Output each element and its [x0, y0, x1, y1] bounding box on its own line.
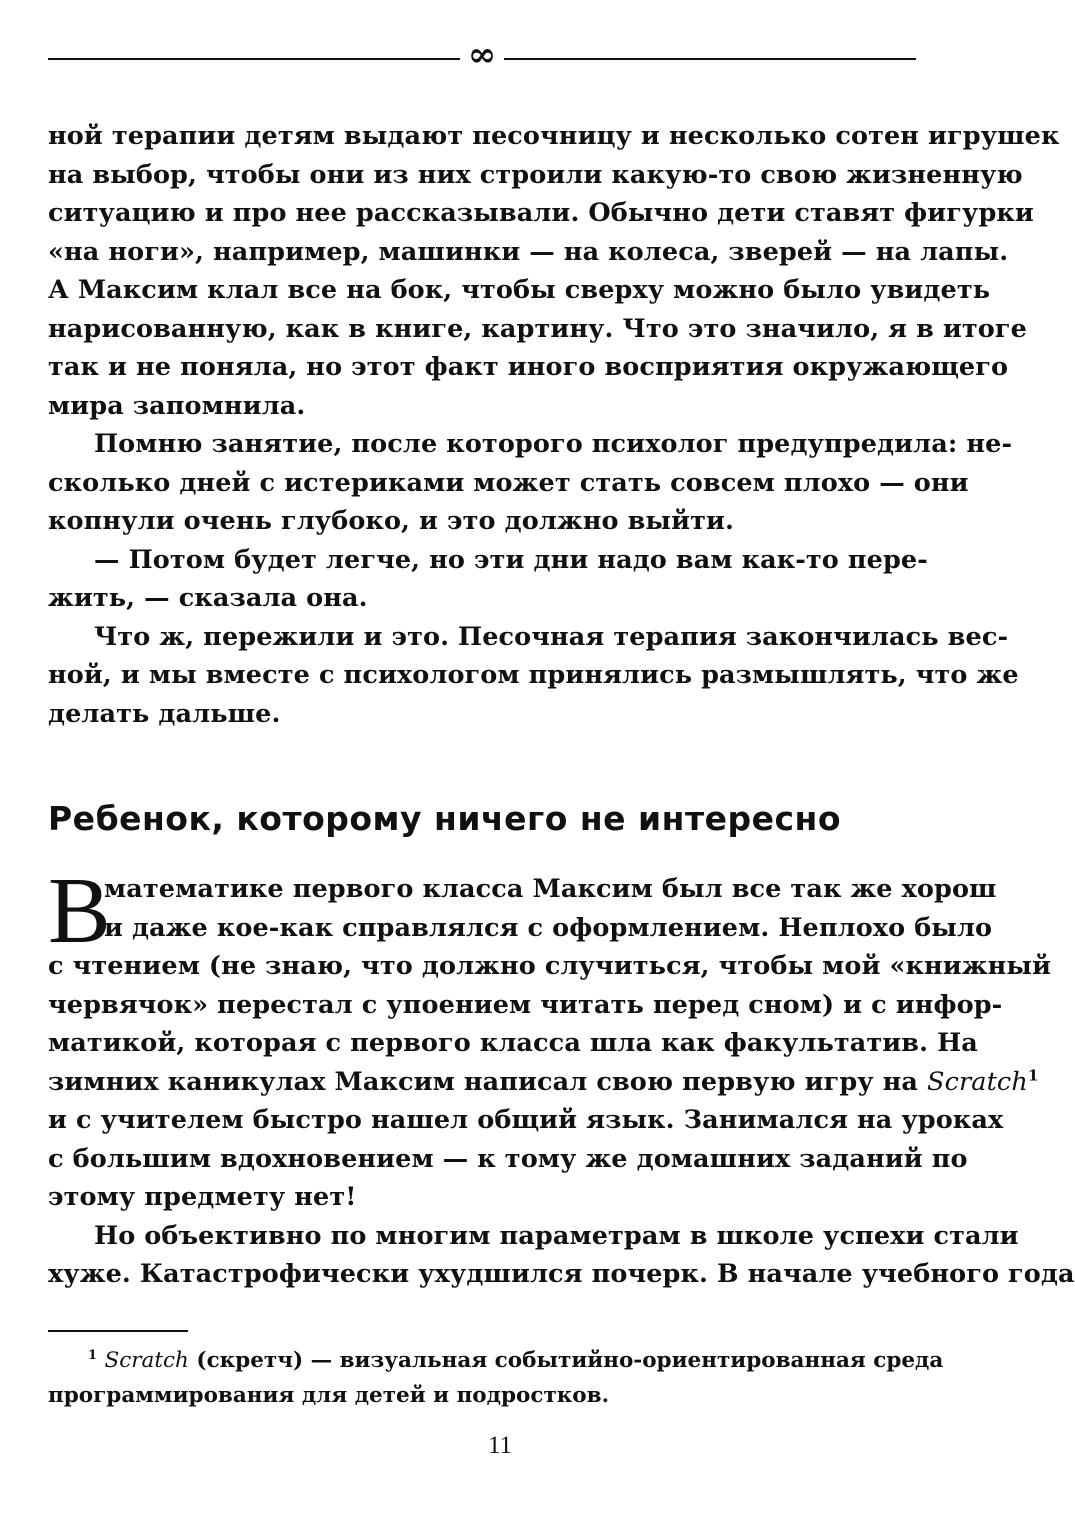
text-line: ситуацию и про нее рассказывали. Обычно дети ставят фигурки: [48, 198, 1034, 228]
text-line: «на ноги», например, машинки — на колеса, зверей — на лапы.: [48, 236, 1009, 267]
text-line: жить, — сказала она.: [48, 583, 368, 613]
text-line: на выбор, чтобы они из них строили какую-то свою жизненную: [48, 159, 1023, 190]
dropcap-paragraph: [48, 859, 997, 963]
text-line: ной терапии детям выдают песочницу и несколько сотен игрушек: [48, 121, 1060, 151]
text-line: копнули очень глубоко, и это должно выйти.: [48, 506, 734, 536]
text-line: и даже кое-как справлялся с оформлением. Неплохо было: [104, 912, 993, 943]
drop-cap: В: [48, 859, 111, 963]
text-line: — Потом будет легче, но эти дни надо вам как-то пере-: [94, 544, 928, 575]
text-line: делать дальше.: [48, 698, 281, 729]
text-line: математике первого класса Максим был все так же хорош: [104, 874, 997, 904]
page-number: 11: [487, 1432, 513, 1459]
text-line: А Максим клал все на бок, чтобы сверху можно было увидеть: [48, 275, 991, 305]
infinity-ornament-icon: ∞: [467, 35, 497, 75]
footnote-text: (скретч) — визуальная событийно-ориентированная среда: [196, 1348, 944, 1373]
footnote-ref[interactable]: 1: [1027, 1066, 1039, 1084]
footnote-line: программирования для детей и подростков.: [48, 1383, 610, 1408]
text-line-with-footnote: [48, 1063, 1039, 1102]
footnote-term: Scratch: [104, 1348, 189, 1373]
text-line: хуже. Катастрофически ухудшился почерк. В начале учебного года: [48, 1259, 1075, 1289]
text-block-bottom: [48, 859, 1075, 1294]
ornament-line-left: [48, 58, 460, 60]
text-line: так и не поняла, но этот факт иного восприятия окружающего: [48, 352, 1009, 382]
footnote-rule: [48, 1330, 188, 1332]
text-line: мира запомнила.: [48, 390, 306, 421]
text-line: Что ж, пережили и это. Песочная терапия закончилась вес-: [94, 621, 1009, 652]
text-line: этому предмету нет!: [48, 1182, 357, 1212]
text-line: сколько дней с истериками может стать совсем плохо — они: [48, 467, 969, 498]
text-line: ной, и мы вместе с психологом принялись размышлять, что же: [48, 660, 1019, 690]
footnote-line: [48, 1343, 944, 1378]
text-block-top: [48, 117, 1060, 733]
text-line: с большим вдохновением — к тому же домашних заданий по: [48, 1143, 968, 1174]
text-line: червячок» перестал с упоением читать перед сном) и с инфор-: [48, 989, 1003, 1020]
footnote-marker: 1: [88, 1347, 97, 1363]
text-line: матикой, которая с первого класса шла как факультатив. На: [48, 1028, 978, 1058]
text-line: Помню занятие, после которого психолог предупредила: не-: [94, 429, 1013, 459]
scratch-term: Scratch: [927, 1066, 1028, 1097]
text-line: нарисованную, как в книге, картину. Что это значило, я в итоге: [48, 313, 1027, 344]
text-line: с чтением (не знаю, что должно случиться, чтобы мой «книжный: [48, 951, 1052, 981]
footnote: [48, 1343, 944, 1413]
text-line: Но объективно по многим параметрам в школе успехи стали: [94, 1220, 1019, 1251]
section-heading: Ребенок, которому ничего не интересно: [48, 799, 842, 838]
header-ornament: [48, 35, 916, 75]
text-fragment: зимних каникулах Максим написал свою первую игру на: [48, 1066, 919, 1097]
ornament-line-right: [504, 58, 916, 60]
text-line: и с учителем быстро нашел общий язык. Занимался на уроках: [48, 1105, 1004, 1135]
